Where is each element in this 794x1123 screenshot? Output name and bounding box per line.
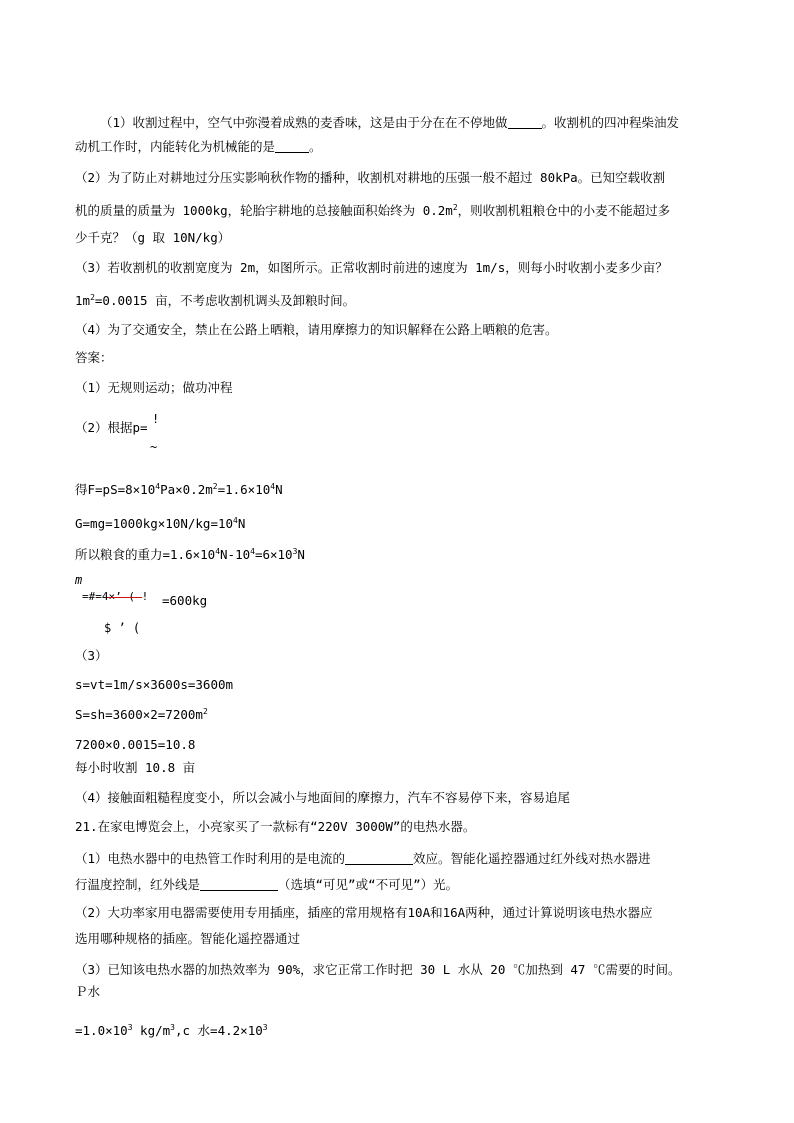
q21-part1-line1: （1）电热水器中的电热管工作时利用的是电流的 效应。智能化遥控器通过红外线对热水器进 xyxy=(75,851,651,866)
answer-part3-mu: 7200×0.0015=10.8 xyxy=(75,737,196,752)
answer-part3-result: 每小时收割 10.8 亩 xyxy=(75,760,196,775)
formula-glyph-top: ! xyxy=(152,412,160,426)
answer-part3-label: （3） xyxy=(75,648,108,663)
q20-part2-line1: （2）为了防止对耕地过分压实影响秋作物的播种，收割机对耕地的压强一般不超过 80kPa。已知空载收割 xyxy=(75,170,666,185)
q20-part3-line2: $1m^2=0.0015$ 亩，不考虑收割机调头及卸粮时间。 xyxy=(75,293,356,308)
answer-blank xyxy=(508,116,542,129)
q21-part3-line1: （3）已知该电热水器的加热效率为 90%，求它正常工作时把 30 L 水从 20 ℃加热到 47 ℃需要的时间。 xyxy=(75,962,681,977)
mass-result: =600kg xyxy=(162,593,208,608)
q21-part3-density-label: Ｐ水 xyxy=(75,984,101,999)
answer-part2-gravity: $G=mg=1000kg\times 10N/kg=10^4N$ xyxy=(75,516,246,531)
answer-part2-force: 得$F=pS=8\times 10^4Pa\times 0.2m^2=1.6\times 10^4N$ xyxy=(75,482,283,497)
q20-part1-line2: 动机工作时，内能转化为机械能的是 。 xyxy=(75,139,322,154)
answer-part3-distance: s=vt=1m/s×3600s=3600m xyxy=(75,677,234,692)
answer-blank xyxy=(275,140,309,153)
answer-heading: 答案： xyxy=(75,350,113,365)
answer-blank xyxy=(200,878,278,891)
answer-part4: （4）接触面粗糙程度变小，所以会减小与地面间的摩擦力，汽车不容易停下来，容易追尾 xyxy=(75,790,571,805)
answer-part2-grain-weight: 所以粮食的重力$=1.6\times 10^4N-10^4=6\times 10^3N$ xyxy=(75,547,305,562)
mass-symbol: m xyxy=(75,573,83,587)
mass-formula-bottom: $ ’ ( xyxy=(104,621,141,635)
q21-part3-constants: $=1.0\times 10^3$ $kg/m^3,c$ 水$=4.2\times 10^3$ xyxy=(75,1023,268,1038)
q20-part3-line1: （3）若收割机的收割宽度为 2m，如图所示。正常收割时前进的速度为 1m/s，则每小时收割小麦多少亩？ xyxy=(75,260,668,275)
formula-glyph-bottom: ~ xyxy=(150,440,158,454)
q20-part1-line1: （1）收割过程中，空气中弥漫着成熟的麦香味，这是由于分在在不停地做 。收割机的四冲程柴油发 xyxy=(100,115,680,130)
mass-formula-garbled: =#=4×’ ( ! xyxy=(82,590,149,603)
q20-part2-line2: 机的质量的质量为 1000kg，轮胎宇耕地的总接触面积始终为 $0.2m^2$，则收割机粗粮仓中的小麦不能超过多 xyxy=(75,203,671,218)
answer-blank xyxy=(345,852,413,865)
strike-mark xyxy=(108,597,142,598)
answer-part1: （1）无规则运动；做功冲程 xyxy=(75,380,233,395)
q21-part1-line2: 行温度控制，红外线是 （选填“可见”或“不可见”）光。 xyxy=(75,877,459,892)
q20-part4: （4）为了交通安全，禁止在公路上晒粮，请用摩擦力的知识解释在公路上晒粮的危害。 xyxy=(75,322,558,337)
q21-part2-line1: （2）大功率家用电器需要使用专用插座，插座的常用规格有10A和16A两种，通过计算说明该电热水器应 xyxy=(75,905,653,920)
answer-part2-label: （2）根据p= xyxy=(75,420,148,435)
q21-part2-line2: 选用哪种规格的插座。智能化遥控器通过 xyxy=(75,931,301,946)
q20-part2-line3: 少千克？（g 取 10N/kg） xyxy=(75,230,231,245)
answer-part3-area: $S=sh=3600\times 2=7200m^2$ xyxy=(75,707,208,722)
q21-title: 21.在家电博览会上，小亮家买了一款标有“220V 3000W”的电热水器。 xyxy=(75,819,476,834)
